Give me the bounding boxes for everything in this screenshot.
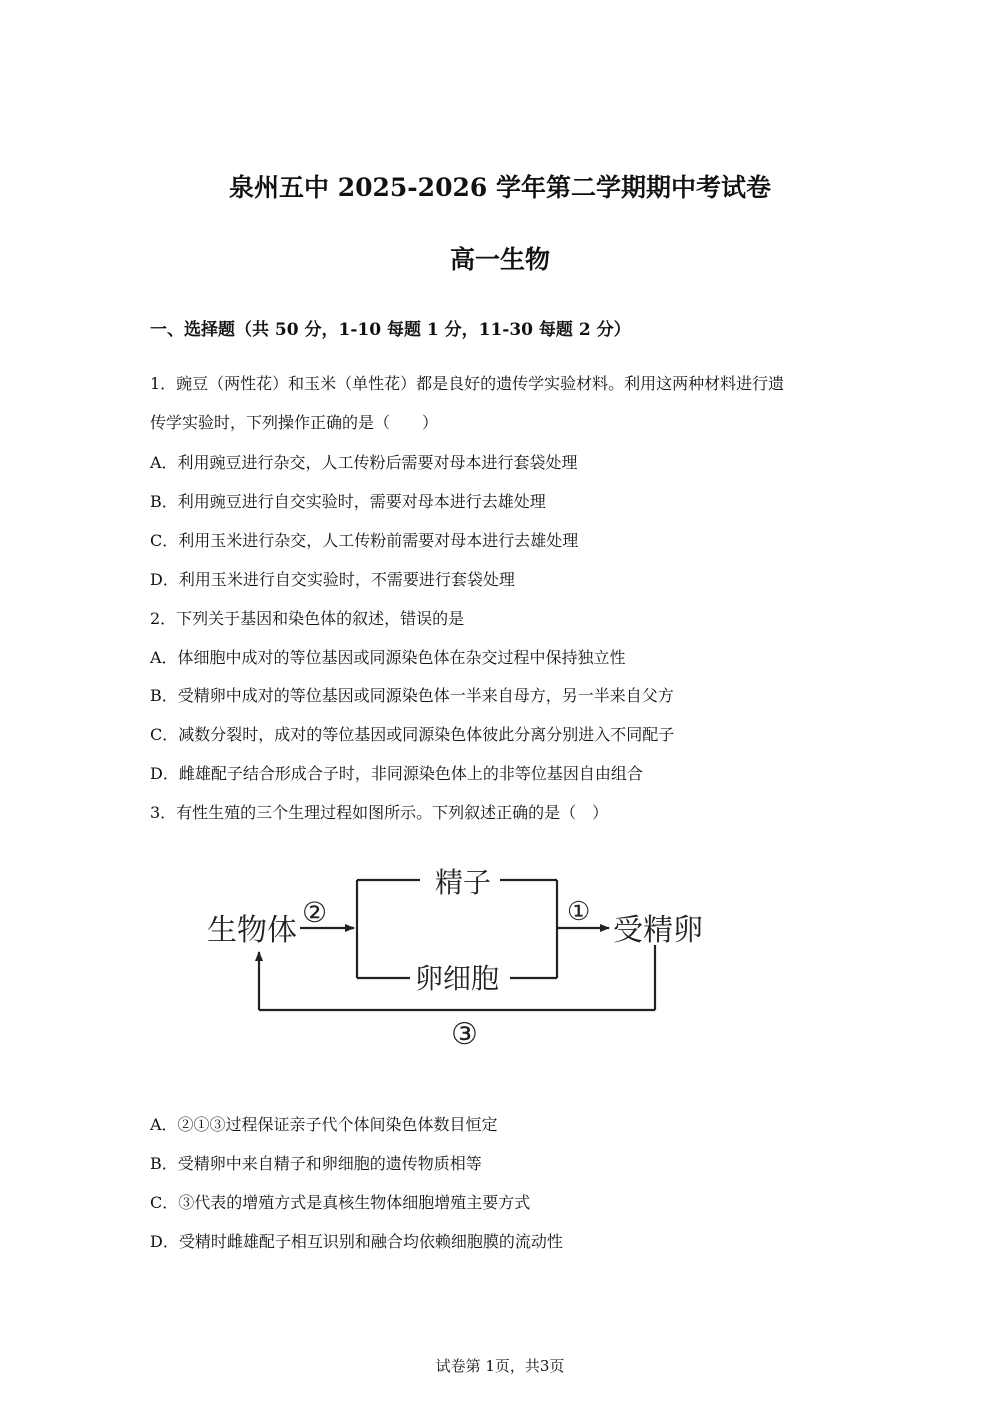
section-heading: 一、选择题（共 50 分，1-10 每题 1 分，11-30 每题 2 分） [150, 320, 631, 340]
exam-subject: 高一生物 [449, 245, 550, 274]
egg-label: 卵细胞 [415, 962, 500, 995]
question-2-option-d: D．雌雄配子结合形成合子时，非同源染色体上的非等位基因自由组合 [150, 764, 643, 783]
question-2-option-b: B．受精卵中成对的等位基因或同源染色体一半来自母方，另一半来自父方 [150, 686, 674, 705]
question-1-option-c: C．利用玉米进行杂交，人工传粉前需要对母本进行去雄处理 [150, 531, 579, 550]
question-2-stem: 2．下列关于基因和染色体的叙述，错误的是 [150, 609, 465, 628]
question-1-option-a: A．利用豌豆进行杂交，人工传粉后需要对母本进行套袋处理 [150, 453, 578, 472]
exam-title: 泉州五中 2025-2026 学年第二学期期中考试卷 [229, 173, 771, 202]
question-3-option-d: D．受精时雌雄配子相互识别和融合均依赖细胞膜的流动性 [150, 1232, 563, 1251]
question-3-stem: 3．有性生殖的三个生理过程如图所示。下列叙述正确的是（ ） [150, 803, 609, 822]
question-3-option-c: C．③代表的增殖方式是真核生物体细胞增殖主要方式 [150, 1193, 531, 1212]
step-1-label: ① [567, 897, 591, 927]
step-3-label: ③ [451, 1017, 478, 1052]
question-3-option-a: A．②①③过程保证亲子代个体间染色体数目恒定 [150, 1115, 498, 1134]
step-2-label: ② [302, 896, 328, 929]
question-1-option-b: B．利用豌豆进行自交实验时，需要对母本进行去雄处理 [150, 492, 546, 511]
question-2-option-c: C．减数分裂时，成对的等位基因或同源染色体彼此分离分别进入不同配子 [150, 725, 675, 744]
question-1-stem-line2: 传学实验时，下列操作正确的是（ ） [150, 413, 439, 432]
question-1-option-d: D．利用玉米进行自交实验时，不需要进行套袋处理 [150, 570, 515, 589]
question-2-option-a: A．体细胞中成对的等位基因或同源染色体在杂交过程中保持独立性 [150, 648, 626, 667]
organism-label: 生物体 [207, 913, 297, 948]
reproduction-diagram [195, 850, 725, 1060]
zygote-label: 受精卵 [613, 913, 703, 948]
question-3-option-b: B．受精卵中来自精子和卵细胞的遗传物质相等 [150, 1154, 482, 1173]
sperm-label: 精子 [435, 866, 492, 899]
page-footer: 试卷第 1页，共3页 [435, 1357, 565, 1375]
question-1-stem-line1: 1．豌豆（两性花）和玉米（单性花）都是良好的遗传学实验材料。利用这两种材料进行遗 [150, 374, 785, 393]
